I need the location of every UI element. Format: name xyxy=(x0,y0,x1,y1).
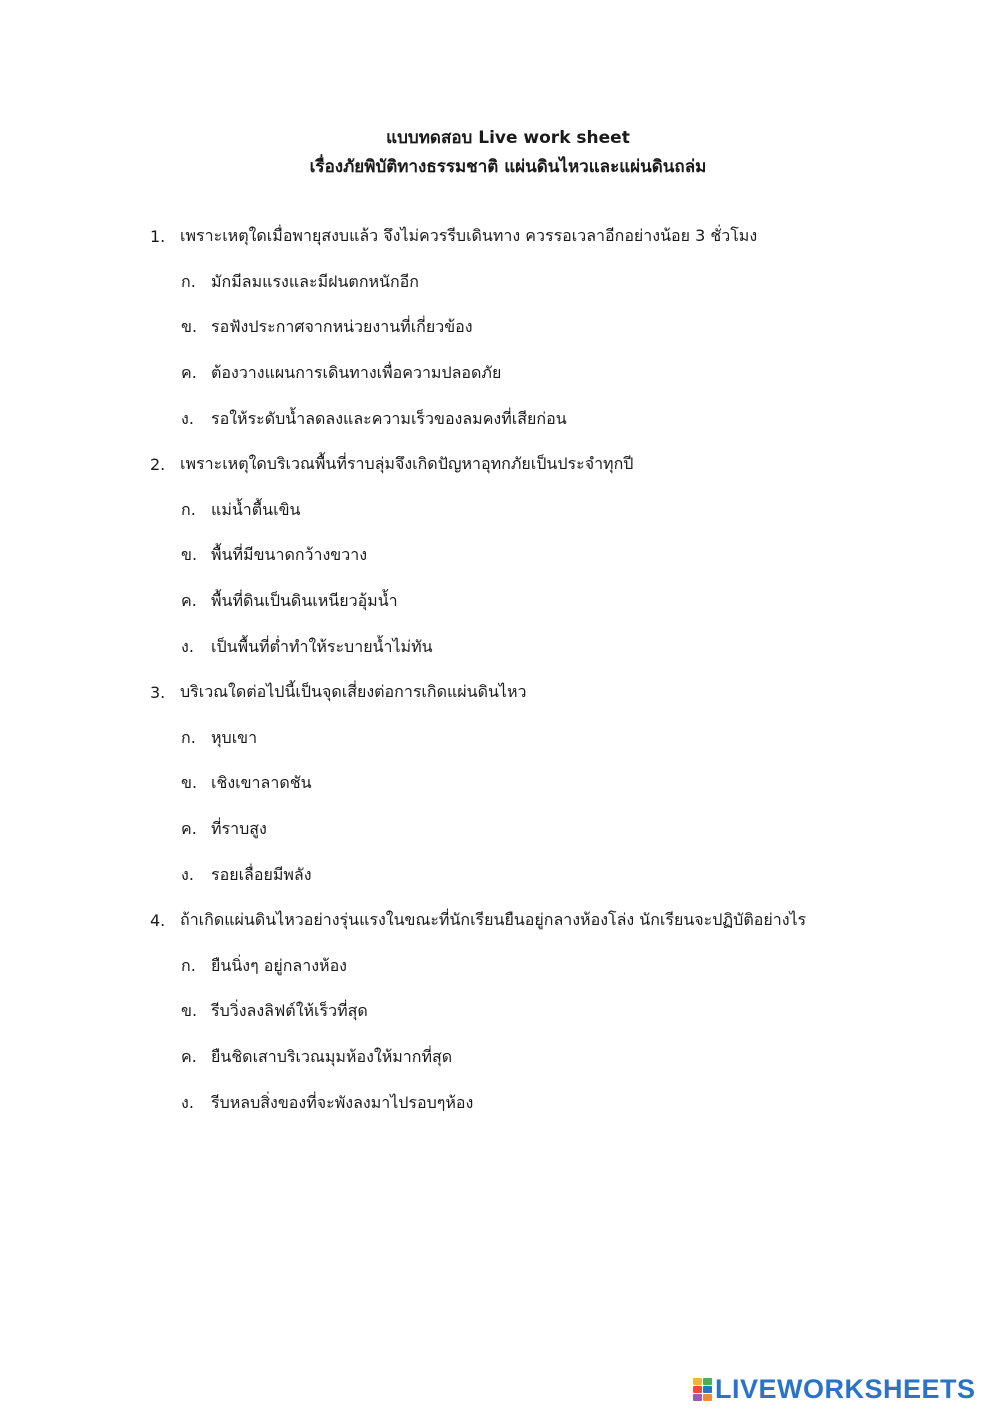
question-text: เพราะเหตุใดบริเวณพื้นที่ราบลุ่มจึงเกิดปัญหาอุทกภัยเป็นประจำทุกปี xyxy=(180,454,634,474)
question-text: บริเวณใดต่อไปนี้เป็นจุดเสี่ยงต่อการเกิดแผ่นดินไหว xyxy=(180,682,527,702)
option-text: ยืนนิ่งๆ อยู่กลางห้อง xyxy=(211,955,347,975)
option-letter: ง. xyxy=(181,408,194,428)
question-text: เพราะเหตุใดเมื่อพายุสงบแล้ว จึงไม่ควรรีบเดินทาง ควรรอเวลาอีกอย่างน้อย 3 ชั่วโมง xyxy=(180,226,758,246)
logo-square xyxy=(693,1394,702,1401)
question-1 xyxy=(150,214,950,442)
option-letter: ก. xyxy=(181,499,196,519)
question-number: 2. xyxy=(150,455,166,475)
option-letter: ก. xyxy=(181,271,196,291)
option-letter: ค. xyxy=(181,363,197,383)
answer-option[interactable] xyxy=(150,260,950,306)
option-text: รีบหลบสิ่งของที่จะพังลงมาไปรอบๆห้อง xyxy=(211,1092,474,1112)
liveworksheets-brand[interactable] xyxy=(692,1374,976,1405)
answer-option[interactable] xyxy=(150,852,950,898)
liveworksheets-logo-icon xyxy=(692,1378,712,1402)
answer-option[interactable] xyxy=(150,351,950,397)
answer-option[interactable] xyxy=(150,807,950,853)
answer-option[interactable] xyxy=(150,488,950,534)
question-4 xyxy=(150,898,950,1126)
option-text: เป็นพื้นที่ต่ำทำให้ระบายน้ำไม่ทัน xyxy=(211,636,433,656)
question-stem xyxy=(150,898,950,944)
worksheet-header xyxy=(0,124,1000,182)
option-text: แม่น้ำตื้นเขิน xyxy=(211,499,301,519)
option-text: ยืนชิดเสาบริเวณมุมห้องให้มากที่สุด xyxy=(211,1046,453,1066)
logo-square xyxy=(703,1394,712,1401)
question-number: 4. xyxy=(150,911,166,931)
answer-option[interactable] xyxy=(150,1080,950,1126)
answer-option[interactable] xyxy=(150,305,950,351)
answer-option[interactable] xyxy=(150,396,950,442)
option-letter: ง. xyxy=(181,636,194,656)
worksheet-title: แบบทดสอบ Live work sheet xyxy=(386,128,630,148)
question-number: 1. xyxy=(150,227,166,247)
answer-option[interactable] xyxy=(150,624,950,670)
answer-option[interactable] xyxy=(150,989,950,1035)
option-text: รีบวิ่งลงลิฟต์ให้เร็วที่สุด xyxy=(211,1001,368,1021)
logo-square xyxy=(703,1386,712,1393)
option-letter: ก. xyxy=(181,955,196,975)
option-letter: ข. xyxy=(181,1001,198,1021)
option-letter: ข. xyxy=(181,545,198,565)
option-letter: ง. xyxy=(181,864,194,884)
option-text: ต้องวางแผนการเดินทางเพื่อความปลอดภัย xyxy=(211,363,502,383)
question-3 xyxy=(150,670,950,898)
option-text: ที่ราบสูง xyxy=(211,819,267,839)
option-text: รอยเลื่อยมีพลัง xyxy=(211,864,312,884)
option-letter: ง. xyxy=(181,1092,194,1112)
liveworksheets-wordmark: LIVEWORKSHEETS xyxy=(715,1374,976,1404)
option-letter: ก. xyxy=(181,727,196,747)
question-stem xyxy=(150,214,950,260)
option-text: เชิงเขาลาดชัน xyxy=(211,773,312,793)
answer-option[interactable] xyxy=(150,716,950,762)
option-text: พื้นที่ดินเป็นดินเหนียวอุ้มน้ำ xyxy=(211,591,398,611)
option-text: มักมีลมแรงและมีฝนตกหนักอีก xyxy=(211,271,419,291)
option-text: พื้นที่มีขนาดกว้างขวาง xyxy=(211,545,368,565)
question-text: ถ้าเกิดแผ่นดินไหวอย่างรุ่นแรงในขณะที่นักเรียนยืนอยู่กลางห้องโล่ง นักเรียนจะปฏิบัติอย่างไร xyxy=(180,910,807,930)
option-text: รอฟังประกาศจากหน่วยงานที่เกี่ยวข้อง xyxy=(211,317,473,337)
question-stem xyxy=(150,442,950,488)
logo-square xyxy=(703,1378,712,1385)
option-letter: ค. xyxy=(181,591,197,611)
question-2 xyxy=(150,442,950,670)
question-stem xyxy=(150,670,950,716)
answer-option[interactable] xyxy=(150,533,950,579)
option-letter: ค. xyxy=(181,1046,197,1066)
worksheet-subtitle: เรื่องภัยพิบัติทางธรรมชาติ แผ่นดินไหวและแผ่นดินถล่ม xyxy=(309,157,707,177)
option-letter: ข. xyxy=(181,773,198,793)
question-list xyxy=(150,214,950,1126)
option-text: รอให้ระดับน้ำลดลงและความเร็วของลมคงที่เสียก่อน xyxy=(211,408,567,428)
option-letter: ข. xyxy=(181,317,198,337)
answer-option[interactable] xyxy=(150,1035,950,1081)
logo-square xyxy=(693,1386,702,1393)
logo-square xyxy=(693,1378,702,1385)
answer-option[interactable] xyxy=(150,761,950,807)
answer-option[interactable] xyxy=(150,944,950,990)
answer-option[interactable] xyxy=(150,579,950,625)
option-letter: ค. xyxy=(181,819,197,839)
question-number: 3. xyxy=(150,683,166,703)
option-text: หุบเขา xyxy=(211,727,258,747)
